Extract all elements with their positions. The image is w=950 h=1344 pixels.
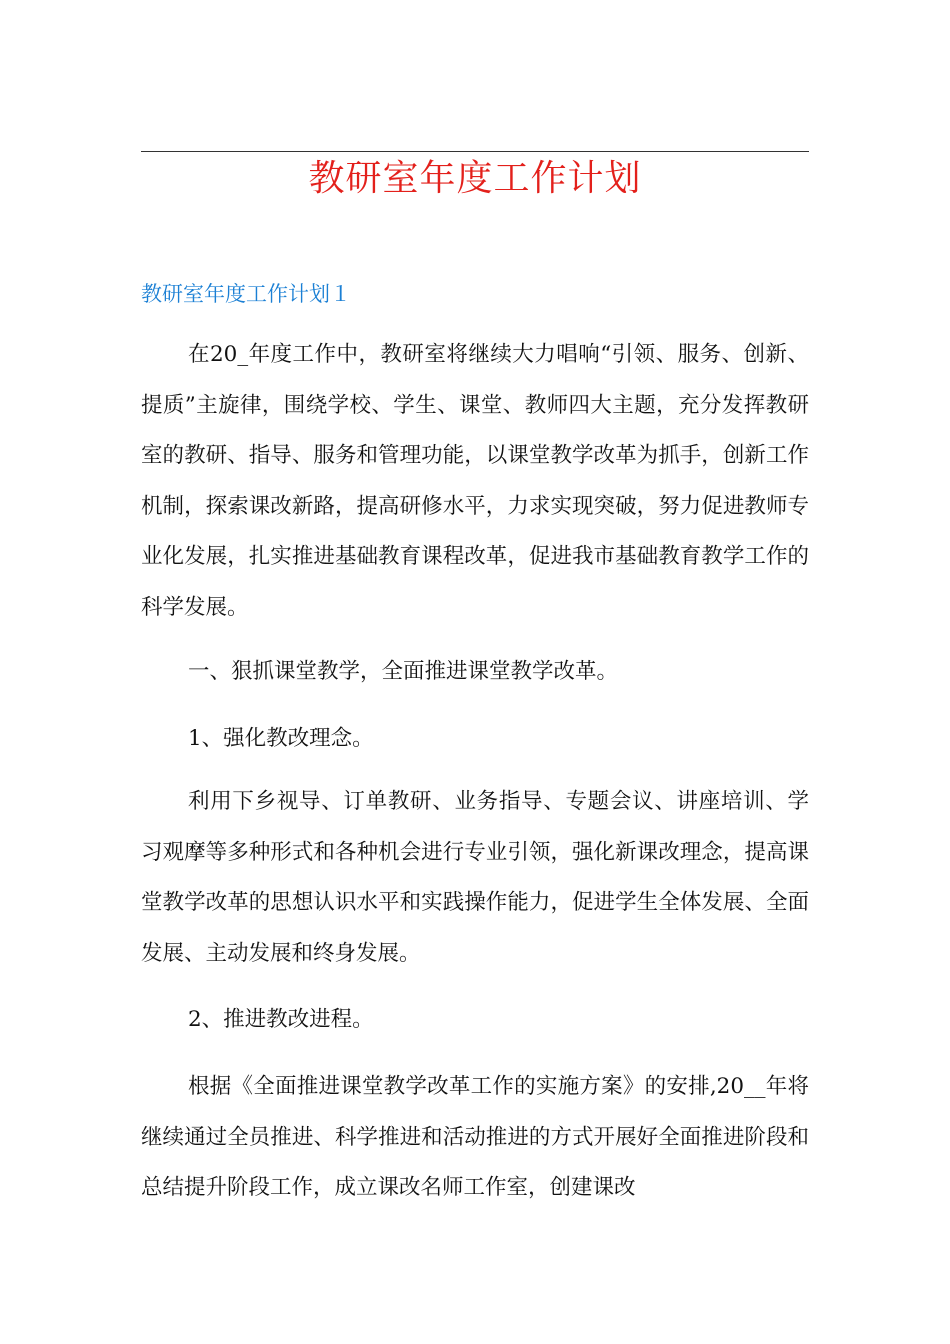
paragraph-intro: 在20_年度工作中，教研室将继续大力唱响“引领、服务、创新、提质”主旋律，围绕学校、学生、课堂、教师四大主题，充分发挥教研室的教研、指导、服务和管理功能，以课堂教学改革为抓手，创新工作机制，探索课改新路，提高研修水平，力求实现突破，努力促进教师专业化发展，扎实推进基础教育课程改革，促进我市基础教育教学工作的科学发展。 — [141, 342, 809, 620]
section-heading: 教研室年度工作计划１ — [141, 282, 351, 306]
paragraph-heading-1: 一、狠抓课堂教学，全面推进课堂教学改革。 — [188, 659, 619, 684]
document-title: 教研室年度工作计划 — [308, 158, 642, 199]
paragraph-subheading-1: 1、强化教改理念。 — [188, 726, 374, 751]
paragraph-subheading-2: 2、推进教改进程。 — [188, 1007, 374, 1032]
paragraph-body-2: 根据《全面推进课堂教学改革工作的实施方案》的安排,20__年将继续通过全员推进、科学推进和活动推进的方式开展好全面推进阶段和总结提升阶段工作，成立课改名师工作室，创建课改 — [141, 1074, 809, 1200]
paragraph-body-1: 利用下乡视导、订单教研、业务指导、专题会议、讲座培训、学习观摩等多种形式和各种机会进行专业引领，强化新课改理念，提高课堂教学改革的思想认识水平和实践操作能力，促进学生全体发展、全面发展、主动发展和终身发展。 — [141, 789, 809, 966]
